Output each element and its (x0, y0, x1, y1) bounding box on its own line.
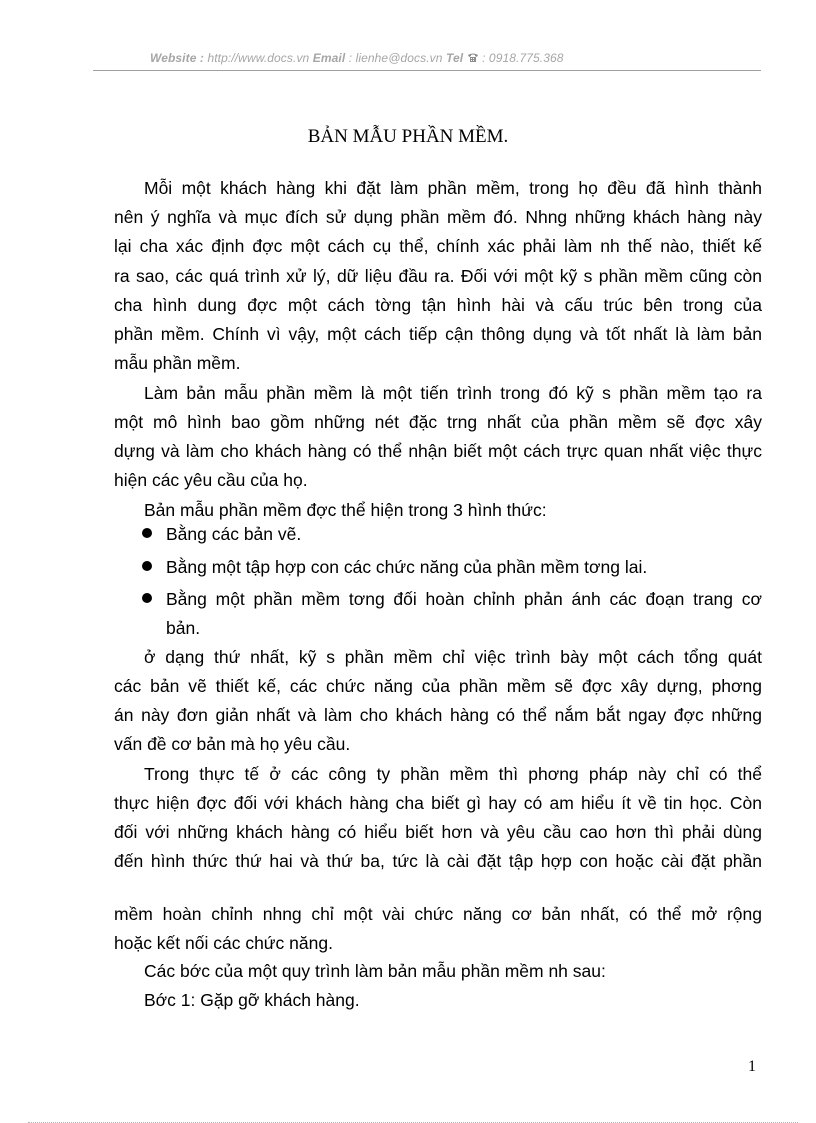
text-line: Bản mẫu phần mềm đợc thể hiện trong 3 hình thức: (144, 500, 547, 520)
text-line: Các bớc của một quy trình làm bản mẫu phần mềm nh sau: (144, 961, 606, 981)
text-line: một mô hình bao gồm những nét đặc trng nhất của phần mềm sẽ đợc xây (114, 412, 762, 432)
text-line: dựng và làm cho khách hàng có thể nhận biết một cách trực quan nhất việc thực (114, 441, 762, 461)
website-label: Website : (150, 51, 205, 65)
header-divider (93, 70, 761, 71)
text-line: Trong thực tế ở các công ty phần mềm thì phơng pháp này chỉ có thể (144, 764, 762, 784)
text-line: đối với những khách hàng có hiểu biết hơn và yêu cầu cao hơn thì phải dùng (114, 822, 762, 842)
text-line: Làm bản mẫu phần mềm là một tiến trình trong đó kỹ s phần mềm tạo ra (144, 383, 762, 403)
tel-value: : 0918.775.368 (482, 51, 564, 65)
website-url[interactable]: http://www.docs.vn (207, 51, 310, 65)
text-line: ở dạng thứ nhất, kỹ s phần mềm chỉ việc trình bày một cách tổng quát (144, 647, 762, 667)
text-line: các bản vẽ thiết kế, các chức năng của phần mềm sẽ đợc xây dựng, phơng (114, 676, 762, 696)
list-item: bản. (166, 618, 201, 638)
text-line: cha hình dung đợc một cách tờng tận hình hài và cấu trúc bên trong của (114, 295, 762, 315)
text-line: hiện các yêu cầu của họ. (114, 470, 308, 490)
page-number: 1 (748, 1058, 756, 1075)
text-line: vấn đề cơ bản mà họ yêu cầu. (114, 734, 351, 754)
page-header (150, 51, 564, 66)
list-item: Bằng một phần mềm tơng đối hoàn chỉnh phản ánh các đoạn trang cơ (166, 589, 762, 609)
text-line: thực hiện đợc đối với khách hàng cha biết gì hay có am hiểu ít về tin học. Còn (114, 793, 762, 813)
document-title: BẢN MẪU PHẦN MỀM. (307, 126, 509, 147)
tel-label: Tel (445, 51, 464, 65)
text-line: nên ý nghĩa và mục đích sử dụng phần mềm đó. Nhng những khách hàng này (114, 207, 762, 227)
telephone-icon (467, 52, 479, 66)
text-line: hoặc kết nối các chức năng. (114, 933, 333, 953)
text-line: án này đơn giản nhất và làm cho khách hàng có thể nắm bắt ngay đợc những (114, 705, 762, 725)
bullet-icon (142, 561, 152, 571)
text-line: Bớc 1: Gặp gỡ khách hàng. (144, 990, 360, 1010)
text-line: lại cha xác định đợc một cách cụ thể, chính xác phải làm nh thế nào, thiết kế (114, 236, 762, 256)
text-line: phần mềm. Chính vì vậy, một cách tiếp cận thông dụng và tốt nhất là làm bản (114, 324, 762, 344)
list-item: Bằng các bản vẽ. (166, 524, 302, 544)
text-line: mẫu phần mềm. (114, 353, 241, 373)
text-line: mềm hoàn chỉnh nhng chỉ một vài chức năng cơ bản nhất, có thể mở rộng (114, 904, 762, 924)
list-item: Bằng một tập hợp con các chức năng của phần mềm tơng lai. (166, 557, 648, 577)
text-line: Mỗi một khách hàng khi đặt làm phần mềm, trong họ đều đã hình thành (144, 178, 762, 198)
bullet-icon (142, 593, 152, 603)
text-line: ra sao, các quá trình xử lý, dữ liệu đầu ra. Đối với một kỹ s phần mềm cũng còn (114, 266, 762, 286)
email-value[interactable]: : lienhe@docs.vn (348, 51, 443, 65)
text-line: đến hình thức thứ hai và thứ ba, tức là cài đặt tập hợp con hoặc cài đặt phần (114, 851, 762, 871)
bullet-icon (142, 528, 152, 538)
email-label: Email (312, 51, 346, 65)
